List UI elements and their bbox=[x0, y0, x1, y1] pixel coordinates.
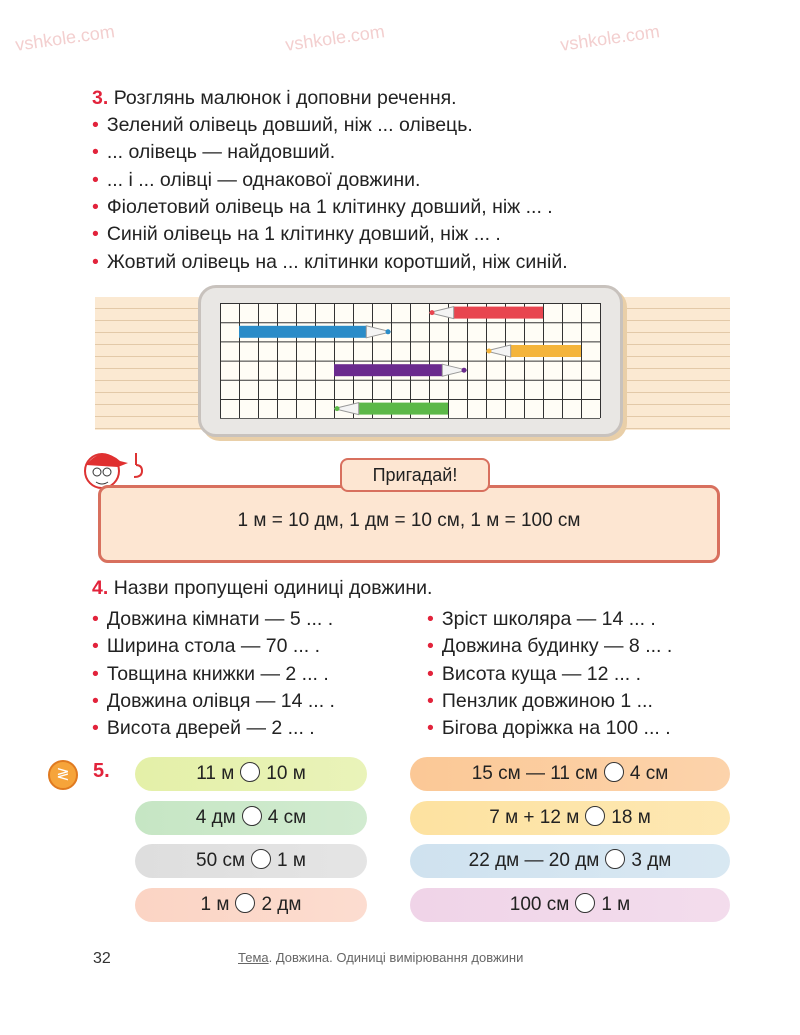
bullet-icon: • bbox=[92, 689, 99, 712]
footer-topic: Тема. Довжина. Одиниці вимірювання довжини bbox=[238, 950, 524, 965]
bullet-item bbox=[92, 112, 473, 139]
pencil bbox=[334, 364, 467, 376]
right-expression: 1 м bbox=[601, 893, 631, 915]
bullet-icon: • bbox=[92, 250, 99, 273]
watermark: vshkole.com bbox=[559, 21, 661, 55]
pencil bbox=[334, 403, 448, 415]
bullet-item bbox=[92, 167, 420, 194]
bullet-item bbox=[92, 606, 333, 633]
left-expression: 11 м bbox=[196, 763, 235, 784]
comparison-pill bbox=[135, 757, 367, 791]
bullet-icon: • bbox=[92, 635, 99, 658]
bullet-text: Синій олівець на 1 клітинку довший, ніж ... . bbox=[106, 223, 501, 246]
comparison-circle-input[interactable] bbox=[251, 849, 271, 869]
comparison-circle-input[interactable] bbox=[242, 806, 262, 826]
bullet-text: Пензлик довжиною 1 ... bbox=[441, 689, 653, 712]
comparison-circle-input[interactable] bbox=[235, 893, 255, 913]
page-number: 32 bbox=[93, 950, 111, 967]
exercise-number: 4. bbox=[92, 577, 109, 599]
right-expression: 1 м bbox=[277, 850, 306, 871]
bullet-text: ... і ... олівці — однакової довжини. bbox=[106, 168, 421, 191]
bullet-icon: • bbox=[92, 223, 99, 246]
bullet-icon: • bbox=[92, 608, 99, 630]
bullet-icon: • bbox=[427, 662, 434, 685]
bullet-item bbox=[92, 139, 335, 166]
watermark: vshkole.com bbox=[284, 21, 386, 55]
bullet-item bbox=[427, 688, 653, 715]
bullet-item bbox=[92, 633, 320, 660]
bullet-text: Довжина олівця — 14 ... . bbox=[106, 689, 335, 712]
bullet-text: Фіолетовий олівець на 1 клітинку довший, ніж ... . bbox=[106, 195, 553, 218]
bullet-text: Жовтий олівець на ... клітинки коротший, ніж синій. bbox=[106, 250, 568, 273]
bullet-item bbox=[92, 194, 553, 221]
bullet-text: Бігова доріжка на 100 ... . bbox=[441, 717, 671, 740]
right-expression: 4 см bbox=[629, 763, 669, 784]
bullet-text: Зелений олівець довший, ніж ... олівець. bbox=[106, 114, 473, 136]
bullet-item bbox=[92, 249, 568, 276]
reminder-formula: 1 м = 10 дм, 1 дм = 10 см, 1 м = 100 см bbox=[237, 510, 581, 531]
left-expression: 4 дм bbox=[195, 806, 236, 828]
bullet-text: ... олівець — найдовший. bbox=[106, 141, 336, 164]
bullet-item bbox=[427, 606, 656, 633]
comparison-pill bbox=[135, 844, 367, 878]
bullet-item bbox=[92, 661, 329, 688]
bullet-icon: • bbox=[427, 608, 434, 630]
bullet-text: Довжина будинку — 8 ... . bbox=[441, 635, 673, 658]
bullet-text: Довжина кімнати — 5 ... . bbox=[106, 608, 334, 630]
comparison-pill bbox=[410, 801, 730, 835]
exercise-title: Назви пропущені одиниці довжини. bbox=[113, 577, 433, 599]
comparison-circle-input[interactable] bbox=[575, 893, 595, 913]
right-expression: 4 см bbox=[267, 806, 307, 828]
left-expression: 22 дм — 20 дм bbox=[468, 850, 600, 871]
right-expression: 18 м bbox=[611, 806, 651, 828]
bullet-item bbox=[92, 688, 335, 715]
bullet-text: Висота дверей — 2 ... . bbox=[106, 717, 315, 740]
compare-icon: ≷ bbox=[48, 760, 78, 790]
comparison-circle-input[interactable] bbox=[605, 849, 625, 869]
bullet-icon: • bbox=[92, 141, 99, 164]
left-expression: 50 см bbox=[196, 850, 246, 871]
bullet-item bbox=[92, 715, 315, 742]
comparison-circle-input[interactable] bbox=[240, 762, 260, 782]
bullet-text: Товщина книжки — 2 ... . bbox=[106, 662, 329, 685]
pencil bbox=[429, 307, 543, 319]
bullet-icon: • bbox=[427, 689, 434, 712]
left-expression: 100 см bbox=[509, 893, 570, 915]
right-expression: 10 м bbox=[266, 763, 306, 784]
bullet-icon: • bbox=[92, 662, 99, 685]
left-expression: 1 м bbox=[200, 893, 230, 915]
watermark: vshkole.com bbox=[14, 21, 116, 55]
comparison-pill bbox=[135, 888, 367, 922]
reminder-title: Пригадай! bbox=[340, 458, 490, 492]
comparison-circle-input[interactable] bbox=[604, 762, 624, 782]
bullet-icon: • bbox=[427, 717, 434, 740]
left-expression: 15 см — 11 см bbox=[471, 763, 598, 784]
bullet-text: Висота куща — 12 ... . bbox=[441, 662, 642, 685]
comparison-pill bbox=[410, 844, 730, 878]
comparison-pill bbox=[135, 801, 367, 835]
bullet-item bbox=[427, 633, 672, 660]
comparison-circle-input[interactable] bbox=[585, 806, 605, 826]
exercise-number: 3. bbox=[92, 87, 109, 109]
pencil bbox=[239, 326, 391, 338]
bullet-text: Ширина стола — 70 ... . bbox=[106, 635, 320, 658]
right-expression: 2 дм bbox=[261, 893, 302, 915]
bullet-item bbox=[92, 221, 501, 248]
bullet-text: Зріст школяра — 14 ... . bbox=[441, 608, 656, 630]
comparison-pill bbox=[410, 757, 730, 791]
comparison-pill bbox=[410, 888, 730, 922]
bullet-item bbox=[427, 715, 671, 742]
pencil-grid bbox=[220, 303, 602, 419]
exercise-title: Розглянь малюнок і доповни речення. bbox=[113, 87, 457, 109]
bullet-icon: • bbox=[427, 635, 434, 658]
exercise-number: 5. bbox=[93, 760, 110, 782]
bullet-icon: • bbox=[92, 195, 99, 218]
bullet-icon: • bbox=[92, 114, 99, 136]
bullet-item bbox=[427, 661, 641, 688]
bullet-icon: • bbox=[92, 717, 99, 740]
left-expression: 7 м + 12 м bbox=[489, 806, 580, 828]
bullet-icon: • bbox=[92, 168, 99, 191]
right-expression: 3 дм bbox=[631, 850, 672, 871]
